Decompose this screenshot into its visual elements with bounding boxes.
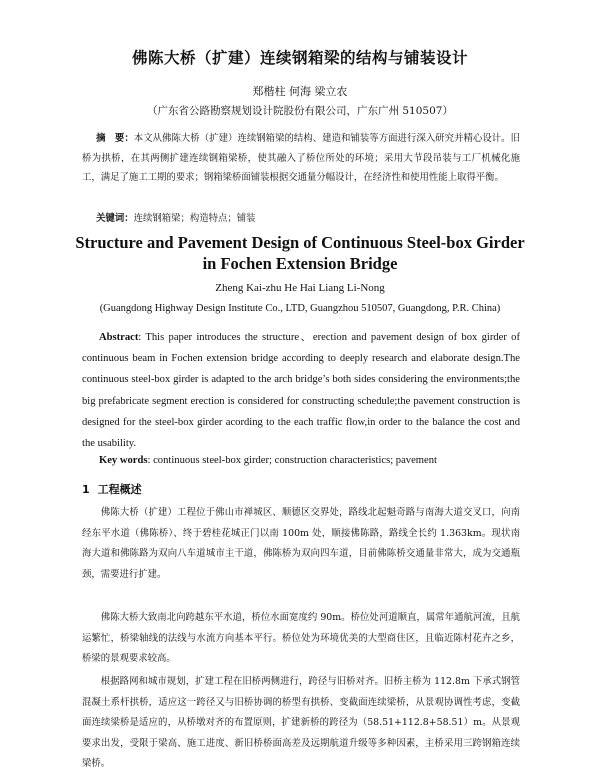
body-paragraph-2: 佛陈大桥大致南北向跨越东平水道，桥位水面宽度约 90m。桥位处河道顺直，属常年通航河流，且航运繁忙，桥梁轴线的法线与水流方向基本平行。桥位处为环境优美的大型商住区，且临近陈村花卉之乡，桥梁的景观要求较高。	[82, 612, 520, 665]
section-1-title: 工程概述	[97, 483, 142, 496]
abstract-en	[82, 327, 520, 454]
keywords-zh-text: 连续钢箱梁；构造特点；铺装	[133, 213, 256, 224]
abstract-zh-text: 本文从佛陈大桥（扩建）连续钢箱梁的结构、建造和铺装等方面进行深入研究并精心设计。旧桥为拱桥，在其两侧扩建连续钢箱梁桥，使其融入了桥位所处的环境；采用大节段吊装与工厂机械化施工，满足了施工工期的要求；钢箱梁桥面铺装根据交通量分幅设计，在经济性和使用性能上取得平衡。	[82, 133, 520, 183]
keywords-en-label: Key words	[98, 455, 148, 466]
abstract-en-text: : This paper introduces the structure、erection and pavement design of box girder of continuous beam in Fochen extension bridge according to deeply research and elaborate design.The continuous steel-box girder is adapted to the arch bridge’s both sides considering the environments;the big prefabricate segment erection is considered for constructing schedule;the pavement construction is designed for the steel-box girder acording to the each traffic flow,in order to the balance the cost and the usability.	[82, 332, 520, 450]
section-1-number: 1	[82, 483, 90, 496]
body-paragraph-1: 佛陈大桥（扩建）工程位于佛山市禅城区、顺德区交界处，路线北起魁奇路与南海大道交叉口，向南经东平水道（佛陈桥）、终于碧桂花城正门以南 100m 处，顺接佛陈路，路线全长约 1.363km。现状南海大道和佛陈路为双向八车道城市主干道，佛陈桥为双向四车道，目前佛陈桥交通量非常大，成为交通瓶颈，需要进行扩建。	[82, 507, 520, 580]
affiliation-en: (Guangdong Highway Design Institute Co., LTD, Guangzhou 510507, Guangdong, P.R. China)	[99, 303, 501, 314]
keywords-zh	[82, 209, 520, 229]
abstract-en-label: Abstract	[98, 332, 139, 343]
authors-zh: 郑楷柱 何海 梁立农	[252, 85, 348, 98]
paper-title-zh: 佛陈大桥（扩建）连续钢箱梁的结构与铺装设计	[131, 49, 468, 67]
keywords-en-text: : continuous steel-box girder; construction characteristics; pavement	[147, 455, 437, 466]
abstract-zh	[82, 129, 520, 188]
section-1-heading	[82, 481, 142, 497]
keywords-en	[82, 453, 520, 469]
abstract-zh-label: 摘 要：	[96, 133, 134, 144]
authors-en: Zheng Kai-zhu He Hai Liang Li-Nong	[215, 282, 385, 294]
affiliation-zh: （广东省公路勘察规划设计院股份有限公司，广东广州 510507）	[147, 105, 453, 117]
paper-title-en: Structure and Pavement Design of Continuous Steel-box Girder in Fochen Extension Bridge	[75, 233, 525, 273]
keywords-zh-label: 关键词：	[96, 213, 134, 224]
body-paragraph-3: 根据路网和城市规划，扩建工程在旧桥两侧进行，跨径与旧桥对齐。旧桥主桥为 112.8m 下承式钢管混凝土系杆拱桥，适应这一跨径又与旧桥协调的桥型有拱桥、变截面连续梁桥，从景观协调性考虑，变截面连续梁桥是适应的，从桥墩对齐的布置原则，扩建新桥的跨径为（58.51+112.8+58.51）m。从景观要求出发，受限于梁高、施工进度、新旧桥桥面高差及远期航道升级等多种因素，主桥采用三跨钢箱连续梁桥。	[82, 676, 520, 770]
